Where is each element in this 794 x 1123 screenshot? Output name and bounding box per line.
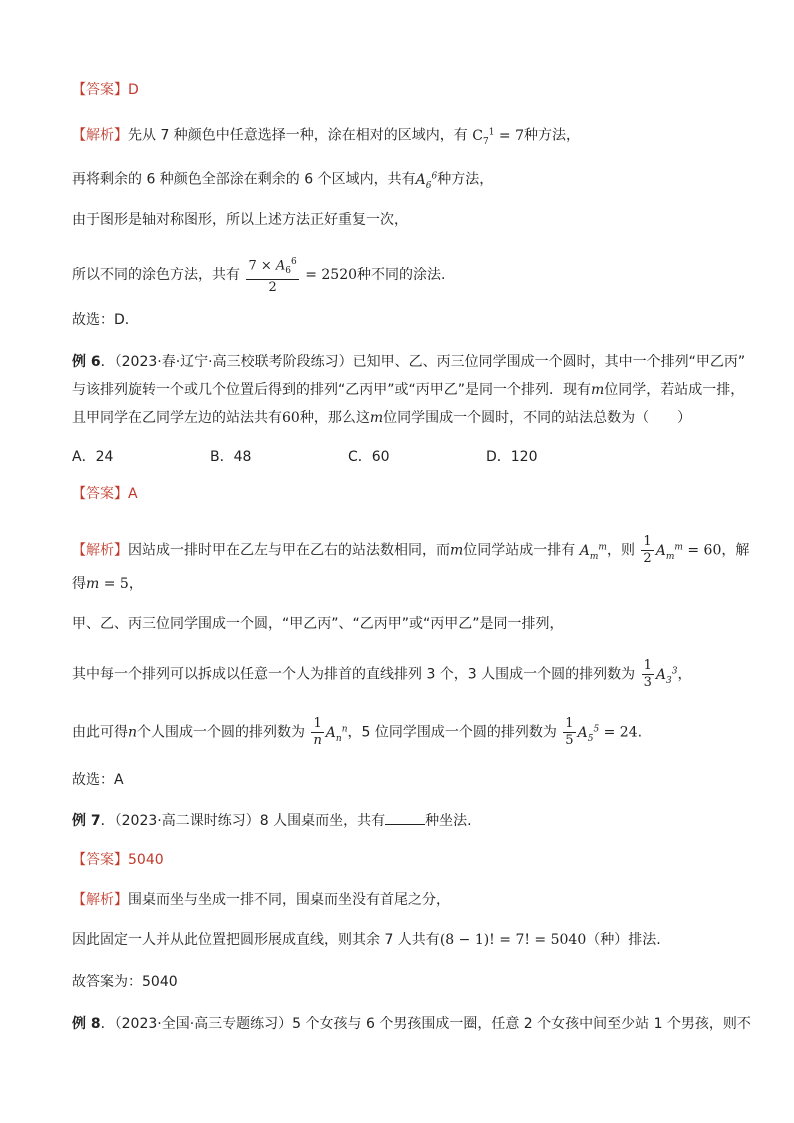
ex5-analysis-line3: 由于图形是轴对称图形，所以上述方法正好重复一次， <box>72 212 408 228</box>
ex6-question-line3: 且甲同学在乙同学左边的站法共有60种，那么这m位同学围成一个圆时，不同的站法总数为（ ） <box>72 410 692 426</box>
ex6-label: 例 6 <box>72 354 101 370</box>
ex6-choose: 故选：A <box>72 772 124 788</box>
ex7-final-answer: 故答案为：5040 <box>72 974 178 990</box>
ex6-question-line1: 例 6．（2023·春·辽宁·高三校联考阶段练习）已知甲、乙、丙三位同学围成一个圆时，其中一个排列“甲乙丙” <box>72 354 746 370</box>
ex5-analysis-line2: 再将剩余的 6 种颜色全部涂在剩余的 6 个区域内，共有$A_6^6$种方法， <box>72 171 494 191</box>
ex6-answer: A <box>128 486 138 502</box>
ex7-label: 例 7 <box>72 813 101 829</box>
ex5-choose: 故选：D. <box>72 312 130 328</box>
ex7-answer: 5040 <box>128 852 164 868</box>
ex7-answer-line <box>72 850 164 870</box>
answer-tag: 【答案】 <box>72 852 128 868</box>
ex8-label: 例 8 <box>72 1016 101 1032</box>
ex7-analysis-line1: 【解析】围桌而坐与坐成一排不同，围桌而坐没有首尾之分， <box>72 892 450 908</box>
ex6-option-b: B．48 <box>210 449 252 465</box>
fraction-one-third: $\frac{1}{3}$ <box>643 658 652 691</box>
ex5-analysis-line1: 【解析】先从 7 种颜色中任意选择一种，涂在相对的区域内，有 $C_7^1 = 7$种方法， <box>72 127 580 147</box>
ex6-question-line2: 与该排列旋转一个或几个位置后得到的排列“乙丙甲”或“丙甲乙”是同一个排列．现有m位同学，若站成一排， <box>72 382 745 398</box>
ex6-analysis-line1: 【解析】因站成一排时甲在乙左与甲在乙右的站法数相同，而m位同学站成一排有 $A_m^m$，则 $\frac{1}{2}$ $A_m^m = 60$，解 <box>72 534 750 567</box>
fraction-7A66-over-2: $\frac{7 \times A_6^6}{2}$ <box>246 254 298 296</box>
answer-tag: 【答案】 <box>72 486 128 502</box>
fraction-one-fifth: $\frac{1}{5}$ <box>565 716 574 749</box>
ex7-analysis-line2: 因此固定一人并从此位置把圆形展成直线，则其余 7 人共有(8 − 1)! = 7! = 5040（种）排法. <box>72 932 661 948</box>
analysis-tag: 【解析】 <box>72 542 128 559</box>
answer-blank <box>385 810 425 825</box>
ex5-analysis-line4: 所以不同的涂色方法，共有 $\frac{7 \times A_6^6}{2}$ = 2520种不同的涂法. <box>72 254 445 296</box>
analysis-tag: 【解析】 <box>72 892 128 908</box>
ex7-question: 例 7．（2023·高二课时练习）8 人围桌而坐，共有 种坐法. <box>72 810 472 831</box>
combination-formula: $C_7^1 = 7$ <box>472 127 524 147</box>
permutation-formula: $A_6^6$ <box>415 171 438 191</box>
ex6-analysis-line3: 甲、乙、丙三位同学围成一个圆，“甲乙丙”、“乙丙甲”或“丙甲乙”是同一排列， <box>72 616 564 632</box>
ex6-analysis-line2: 得m = 5， <box>72 576 143 592</box>
answer-tag: 【答案】 <box>72 82 128 98</box>
ex6-analysis-line4: 其中每一个排列可以拆成以任意一个人为排首的直线排列 3 个，3 人围成一个圆的排列数为 $\frac{1}{3}$ $A_3^3$， <box>72 658 692 691</box>
ex5-answer: D <box>128 82 139 98</box>
ex6-option-c: C．60 <box>348 449 390 465</box>
ex6-analysis-line5: 由此可得n个人围成一个圆的排列数为 $\frac{1}{n}$ $A_n^n$，5 位同学围成一个圆的排列数为 $\frac{1}{5}$ $A_5^5 = 24$. <box>72 716 643 749</box>
ex6-answer-line <box>72 484 138 504</box>
ex8-question-line1: 例 8．（2023·全国·高三专题练习）5 个女孩与 6 个男孩围成一圈，任意 2 个女孩中间至少站 1 个男孩，则不 <box>72 1016 751 1032</box>
ex6-option-a: A．24 <box>72 449 114 465</box>
fraction-one-half: $\frac{1}{2}$ <box>643 534 652 567</box>
analysis-tag: 【解析】 <box>72 127 128 144</box>
ex5-answer-line <box>72 80 139 100</box>
ex6-option-d: D．120 <box>486 449 538 465</box>
fraction-one-over-n: $\frac{1}{n}$ <box>313 716 322 749</box>
